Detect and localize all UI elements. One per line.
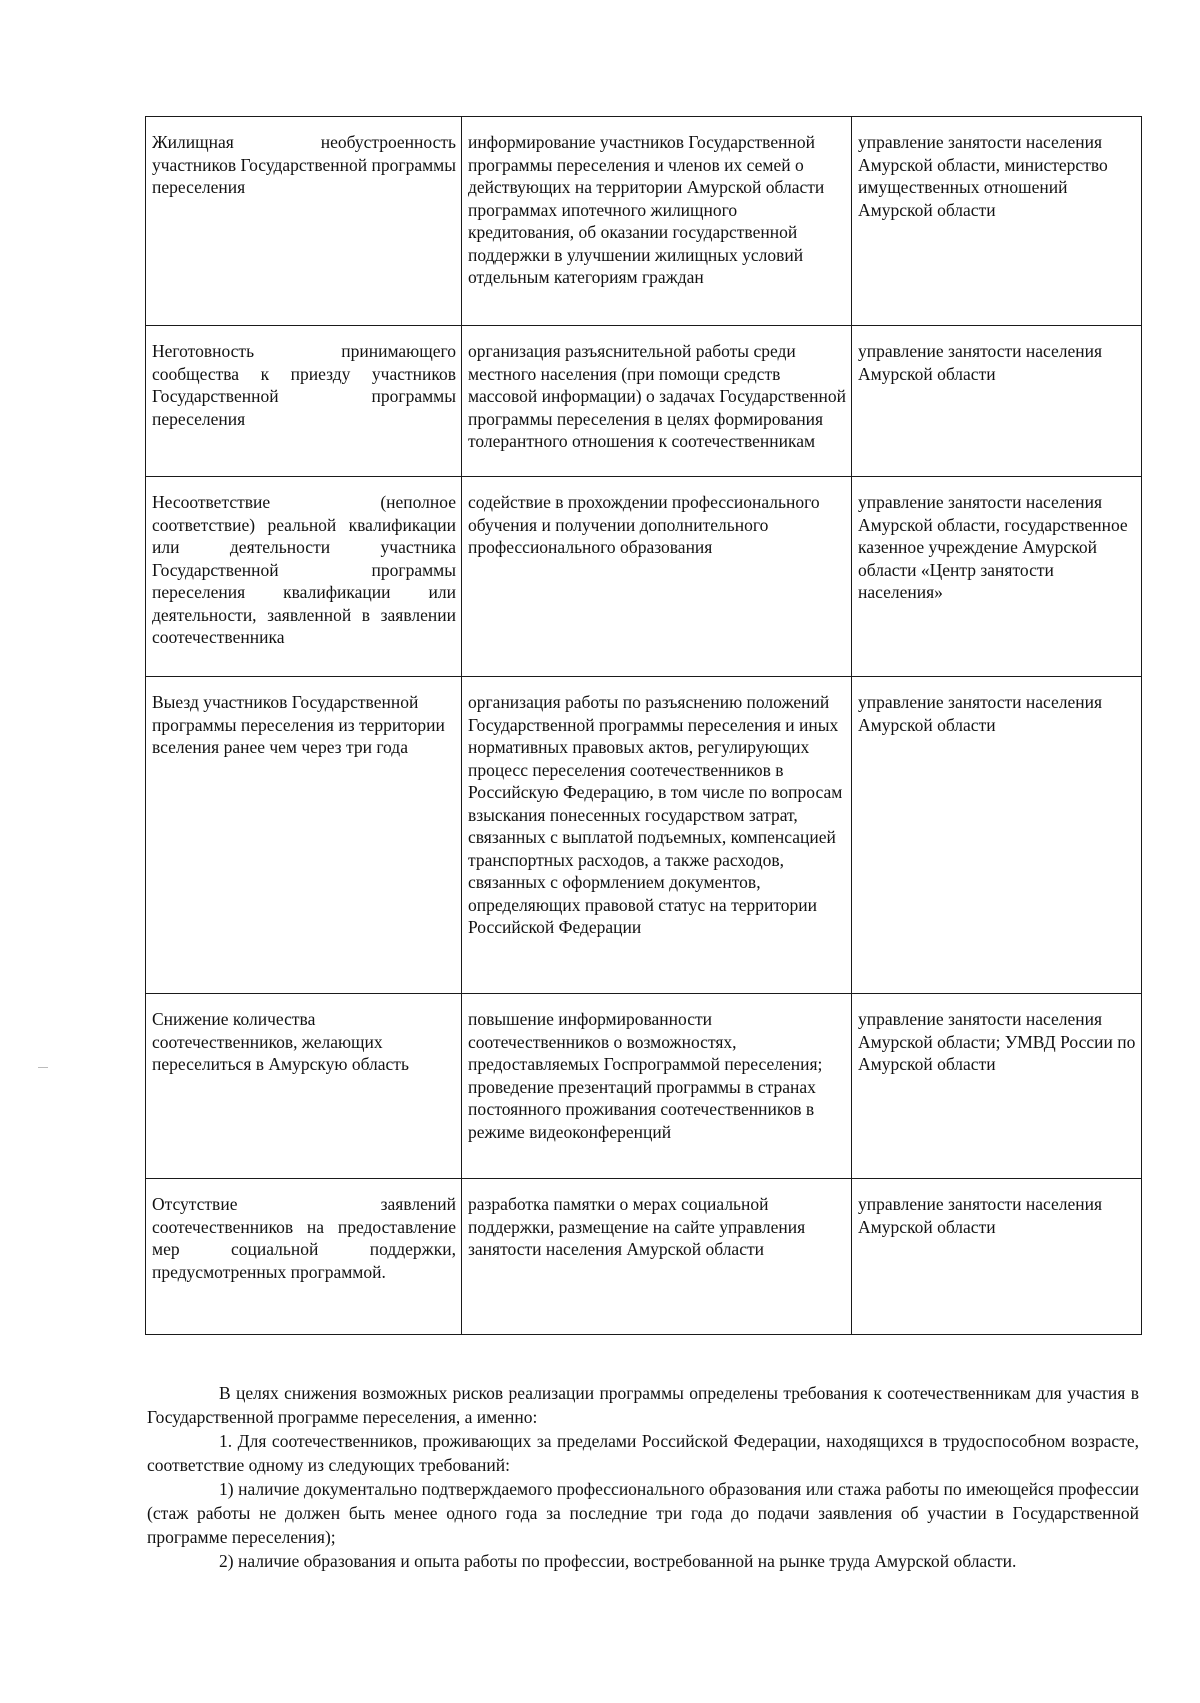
measure-cell: разработка памятки о мерах социальной поддержки, размещение на сайте управления занятости населения Амурской области — [462, 1179, 852, 1335]
responsible-cell: управление занятости населения Амурской области; УМВД России по Амурской области — [852, 994, 1142, 1179]
table-row — [146, 477, 1142, 677]
table-row — [146, 1179, 1142, 1335]
risk-cell: Несоответствие (неполное соответствие) реальной квалификации или деятельности участника Государственной программы переселения квалификации или деятельности, заявленной в заявлении соотечественника — [146, 477, 462, 677]
risk-measures-table — [145, 116, 1142, 1335]
risk-cell: Неготовность принимающего сообщества к приезду участников Государственной программы переселения — [146, 326, 462, 477]
responsible-cell: управление занятости населения Амурской области — [852, 677, 1142, 994]
risk-cell: Жилищная необустроенность участников Государственной программы переселения — [146, 117, 462, 326]
responsible-cell: управление занятости населения Амурской области, государственное казенное учреждение Амурской области «Центр занятости населения» — [852, 477, 1142, 677]
measure-cell: повышение информированности соотечественников о возможностях, предоставляемых Госпрограммой переселения; проведение презентаций программы в странах постоянного проживания соотечественников в режиме видеоконференций — [462, 994, 852, 1179]
risk-cell: Снижение количества соотечественников, желающих переселиться в Амурскую область — [146, 994, 462, 1179]
scan-artifact — [38, 1067, 48, 1068]
requirement-1-paragraph: 1. Для соотечественников, проживающих за пределами Российской Федерации, находящихся в трудоспособном возрасте, соответствие одному из следующих требований: — [147, 1431, 1139, 1475]
measure-cell: содействие в прохождении профессионального обучения и получении дополнительного профессионального образования — [462, 477, 852, 677]
risk-cell: Выезд участников Государственной программы переселения из территории вселения ранее чем через три года — [146, 677, 462, 994]
table-row — [146, 117, 1142, 326]
measure-cell: информирование участников Государственной программы переселения и членов их семей о действующих на территории Амурской области программах ипотечного жилищного кредитования, об оказании государственной поддержки в улучшении жилищных условий отдельным категориям граждан — [462, 117, 852, 326]
responsible-cell: управление занятости населения Амурской области, министерство имущественных отношений Амурской области — [852, 117, 1142, 326]
requirements-text — [147, 1381, 1139, 1573]
requirement-1-2-paragraph: 2) наличие образования и опыта работы по профессии, востребованной на рынке труда Амурской области. — [219, 1551, 1017, 1571]
responsible-cell: управление занятости населения Амурской области — [852, 1179, 1142, 1335]
table-row — [146, 326, 1142, 477]
measure-cell: организация разъяснительной работы среди местного населения (при помощи средств массовой информации) о задачах Государственной программы переселения в целях формирования толерантного отношения к соотечественникам — [462, 326, 852, 477]
requirement-1-1-paragraph: 1) наличие документально подтверждаемого профессионального образования или стажа работы по имеющейся профессии (стаж работы не должен быть менее одного года за последние три года до подачи заявления об участии в Государственной программе переселения); — [147, 1479, 1139, 1547]
table-row — [146, 994, 1142, 1179]
responsible-cell: управление занятости населения Амурской области — [852, 326, 1142, 477]
table-row — [146, 677, 1142, 994]
measure-cell: организация работы по разъяснению положений Государственной программы переселения и иных нормативных правовых актов, регулирующих процесс переселения соотечественников в Российскую Федерацию, в том числе по вопросам взыскания понесенных государством затрат, связанных с выплатой подъемных, компенсацией транспортных расходов, а также расходов, связанных с оформлением документов, определяющих правовой статус на территории Российской Федерации — [462, 677, 852, 994]
risk-cell: Отсутствие заявлений соотечественников на предоставление мер социальной поддержки, предусмотренных программой. — [146, 1179, 462, 1335]
intro-paragraph: В целях снижения возможных рисков реализации программы определены требования к соотечественникам для участия в Государственной программе переселения, а именно: — [147, 1383, 1139, 1427]
